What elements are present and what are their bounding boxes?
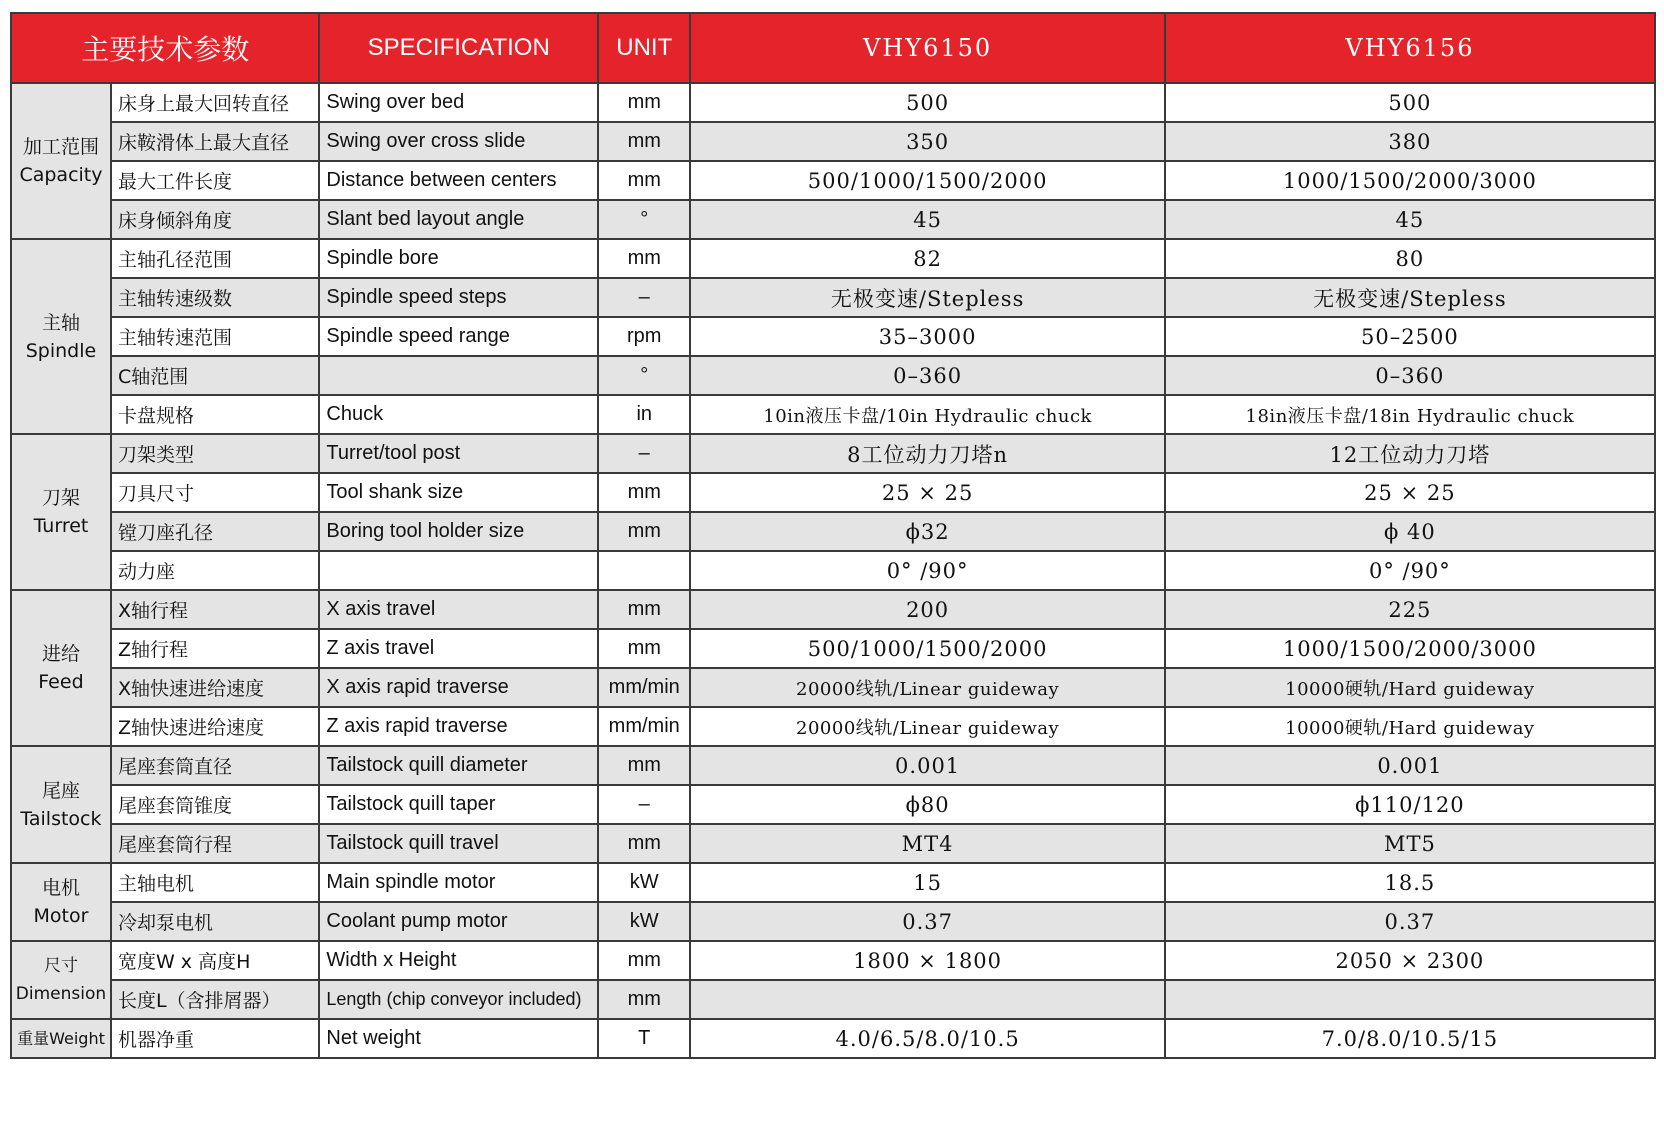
value-model-1: 0° /90° <box>690 551 1164 590</box>
group-cell <box>11 1019 111 1058</box>
param-cn: 主轴转速级数 <box>111 278 319 317</box>
value-model-2: MT5 <box>1165 824 1655 863</box>
value-model-2: 10000硬轨/Hard guideway <box>1165 668 1655 707</box>
group-cell <box>11 941 111 1019</box>
param-en: Width x Height <box>319 941 598 980</box>
header-row <box>11 13 1655 83</box>
param-cn: 最大工件长度 <box>111 161 319 200</box>
param-cn: 刀具尺寸 <box>111 473 319 512</box>
param-en: Spindle bore <box>319 239 598 278</box>
param-en: Tailstock quill diameter <box>319 746 598 785</box>
spec-row <box>11 356 1655 395</box>
value-model-1: 0.37 <box>690 902 1164 941</box>
spec-row <box>11 941 1655 980</box>
value-model-1: 500/1000/1500/2000 <box>690 161 1164 200</box>
spec-row <box>11 980 1655 1019</box>
spec-row <box>11 512 1655 551</box>
value-model-2: 1000/1500/2000/3000 <box>1165 629 1655 668</box>
param-cn: 主轴转速范围 <box>111 317 319 356</box>
param-en: Swing over cross slide <box>319 122 598 161</box>
value-model-1: 350 <box>690 122 1164 161</box>
param-unit: rpm <box>598 317 691 356</box>
spec-table <box>10 12 1656 1059</box>
param-unit: mm <box>598 980 691 1019</box>
param-en: Boring tool holder size <box>319 512 598 551</box>
param-unit: kW <box>598 863 691 902</box>
value-model-1: 0–360 <box>690 356 1164 395</box>
param-cn: 主轴孔径范围 <box>111 239 319 278</box>
param-cn: 卡盘规格 <box>111 395 319 434</box>
spec-row <box>11 83 1655 122</box>
value-model-2: 225 <box>1165 590 1655 629</box>
value-model-1: 45 <box>690 200 1164 239</box>
param-en: Net weight <box>319 1019 598 1058</box>
param-unit: ° <box>598 200 691 239</box>
header-spec: SPECIFICATION <box>319 13 598 83</box>
header-cn: 主要技术参数 <box>11 13 319 83</box>
value-model-1: MT4 <box>690 824 1164 863</box>
spec-row <box>11 161 1655 200</box>
param-cn: 尾座套筒直径 <box>111 746 319 785</box>
value-model-1 <box>690 980 1164 1019</box>
value-model-2: 18in液压卡盘/18in Hydraulic chuck <box>1165 395 1655 434</box>
param-unit: mm <box>598 629 691 668</box>
param-unit: mm <box>598 512 691 551</box>
value-model-2: ϕ110/120 <box>1165 785 1655 824</box>
spec-row <box>11 278 1655 317</box>
value-model-1: 200 <box>690 590 1164 629</box>
value-model-2: 2050 × 2300 <box>1165 941 1655 980</box>
header-model-1: VHY6150 <box>690 13 1164 83</box>
param-unit: T <box>598 1019 691 1058</box>
param-en: Tailstock quill travel <box>319 824 598 863</box>
value-model-2: 18.5 <box>1165 863 1655 902</box>
param-en: Slant bed layout angle <box>319 200 598 239</box>
value-model-1: 82 <box>690 239 1164 278</box>
value-model-1: 15 <box>690 863 1164 902</box>
param-en: Spindle speed range <box>319 317 598 356</box>
param-en: Coolant pump motor <box>319 902 598 941</box>
spec-row <box>11 863 1655 902</box>
param-en <box>319 356 598 395</box>
value-model-2: 500 <box>1165 83 1655 122</box>
group-cell <box>11 863 111 941</box>
spec-row <box>11 590 1655 629</box>
param-en: Length (chip conveyor included) <box>319 980 598 1019</box>
param-en: Swing over bed <box>319 83 598 122</box>
param-cn: 动力座 <box>111 551 319 590</box>
value-model-2: 25 × 25 <box>1165 473 1655 512</box>
value-model-2: 10000硬轨/Hard guideway <box>1165 707 1655 746</box>
param-unit: mm <box>598 590 691 629</box>
group-cell <box>11 83 111 239</box>
value-model-1: 无极变速/Stepless <box>690 278 1164 317</box>
value-model-2: 50–2500 <box>1165 317 1655 356</box>
value-model-2: 0.001 <box>1165 746 1655 785</box>
value-model-2: ϕ 40 <box>1165 512 1655 551</box>
param-en: Main spindle motor <box>319 863 598 902</box>
param-unit: mm <box>598 824 691 863</box>
group-cell <box>11 239 111 434</box>
param-en: Distance between centers <box>319 161 598 200</box>
value-model-1: 8工位动力刀塔n <box>690 434 1164 473</box>
group-cell <box>11 746 111 863</box>
param-unit: mm <box>598 122 691 161</box>
param-cn: 尾座套筒行程 <box>111 824 319 863</box>
value-model-2: 0° /90° <box>1165 551 1655 590</box>
param-en: Tailstock quill taper <box>319 785 598 824</box>
group-en: Tailstock <box>20 807 102 830</box>
param-unit: mm <box>598 161 691 200</box>
spec-row <box>11 1019 1655 1058</box>
header-model-2: VHY6156 <box>1165 13 1655 83</box>
spec-row <box>11 122 1655 161</box>
spec-row <box>11 317 1655 356</box>
group-cn: 电机 <box>41 877 80 899</box>
group-en: Feed <box>38 671 84 693</box>
value-model-2: 380 <box>1165 122 1655 161</box>
value-model-1: 500 <box>690 83 1164 122</box>
spec-row <box>11 473 1655 512</box>
group-en: Motor <box>33 905 89 927</box>
param-cn: 床身上最大回转直径 <box>111 83 319 122</box>
param-en: Tool shank size <box>319 473 598 512</box>
group-en: Spindle <box>25 339 97 362</box>
value-model-1: 20000线轨/Linear guideway <box>690 668 1164 707</box>
value-model-2: 12工位动力刀塔 <box>1165 434 1655 473</box>
value-model-2: 无极变速/Stepless <box>1165 278 1655 317</box>
group-cn: 尾座 <box>41 779 80 802</box>
spec-row <box>11 395 1655 434</box>
param-cn: 床鞍滑体上最大直径 <box>111 122 319 161</box>
spec-row <box>11 902 1655 941</box>
spec-row <box>11 551 1655 590</box>
param-en: Chuck <box>319 395 598 434</box>
param-unit: – <box>598 278 691 317</box>
param-unit: ° <box>598 356 691 395</box>
spec-row <box>11 200 1655 239</box>
param-en: Z axis travel <box>319 629 598 668</box>
value-model-2: 0.37 <box>1165 902 1655 941</box>
spec-row <box>11 824 1655 863</box>
param-cn: Z轴快速进给速度 <box>111 707 319 746</box>
spec-row <box>11 239 1655 278</box>
param-unit: mm <box>598 83 691 122</box>
param-unit: mm/min <box>598 668 691 707</box>
param-unit: – <box>598 785 691 824</box>
param-cn: 床身倾斜角度 <box>111 200 319 239</box>
group-cell <box>11 590 111 746</box>
param-unit: – <box>598 434 691 473</box>
group-cn: 进给 <box>41 643 80 665</box>
param-cn: 长度L（含排屑器） <box>111 980 319 1019</box>
value-model-2: 0–360 <box>1165 356 1655 395</box>
group-cn: 主轴 <box>41 311 80 334</box>
value-model-1: 35–3000 <box>690 317 1164 356</box>
group-en: Turret <box>33 515 89 537</box>
param-cn: X轴快速进给速度 <box>111 668 319 707</box>
param-cn: 机器净重 <box>111 1019 319 1058</box>
param-cn: 尾座套筒锥度 <box>111 785 319 824</box>
param-cn: 主轴电机 <box>111 863 319 902</box>
param-en: X axis rapid traverse <box>319 668 598 707</box>
param-cn: 镗刀座孔径 <box>111 512 319 551</box>
value-model-1: 20000线轨/Linear guideway <box>690 707 1164 746</box>
value-model-1: 0.001 <box>690 746 1164 785</box>
header-unit: UNIT <box>598 13 691 83</box>
value-model-2 <box>1165 980 1655 1019</box>
param-unit <box>598 551 691 590</box>
param-unit: in <box>598 395 691 434</box>
param-en: Turret/tool post <box>319 434 598 473</box>
param-cn: 刀架类型 <box>111 434 319 473</box>
value-model-1: ϕ32 <box>690 512 1164 551</box>
param-unit: mm <box>598 746 691 785</box>
param-unit: mm/min <box>598 707 691 746</box>
spec-row <box>11 434 1655 473</box>
value-model-1: 4.0/6.5/8.0/10.5 <box>690 1019 1164 1058</box>
value-model-2: 1000/1500/2000/3000 <box>1165 161 1655 200</box>
param-en: Z axis rapid traverse <box>319 707 598 746</box>
group-cn: 尺寸 <box>43 956 78 976</box>
param-cn: Z轴行程 <box>111 629 319 668</box>
group-en: Weight <box>49 1028 105 1048</box>
spec-row <box>11 629 1655 668</box>
param-unit: kW <box>598 902 691 941</box>
value-model-2: 7.0/8.0/10.5/15 <box>1165 1019 1655 1058</box>
param-unit: mm <box>598 239 691 278</box>
param-en: Spindle speed steps <box>319 278 598 317</box>
value-model-2: 80 <box>1165 239 1655 278</box>
param-cn: X轴行程 <box>111 590 319 629</box>
param-en: X axis travel <box>319 590 598 629</box>
param-cn: C轴范围 <box>111 356 319 395</box>
param-unit: mm <box>598 473 691 512</box>
spec-row <box>11 707 1655 746</box>
param-en <box>319 551 598 590</box>
param-cn: 冷却泵电机 <box>111 902 319 941</box>
param-unit: mm <box>598 941 691 980</box>
value-model-1: 500/1000/1500/2000 <box>690 629 1164 668</box>
value-model-2: 45 <box>1165 200 1655 239</box>
group-cn: 刀架 <box>41 487 80 509</box>
spec-row <box>11 785 1655 824</box>
value-model-1: 1800 × 1800 <box>690 941 1164 980</box>
spec-row <box>11 668 1655 707</box>
group-en: Dimension <box>15 984 107 1004</box>
value-model-1: 10in液压卡盘/10in Hydraulic chuck <box>690 395 1164 434</box>
group-cn: 加工范围 <box>22 136 99 158</box>
spec-row <box>11 746 1655 785</box>
group-en: Capacity <box>19 164 103 186</box>
group-cell <box>11 434 111 590</box>
param-cn: 宽度W x 高度H <box>111 941 319 980</box>
value-model-1: ϕ80 <box>690 785 1164 824</box>
value-model-1: 25 × 25 <box>690 473 1164 512</box>
group-cn: 重量 <box>17 1028 50 1048</box>
